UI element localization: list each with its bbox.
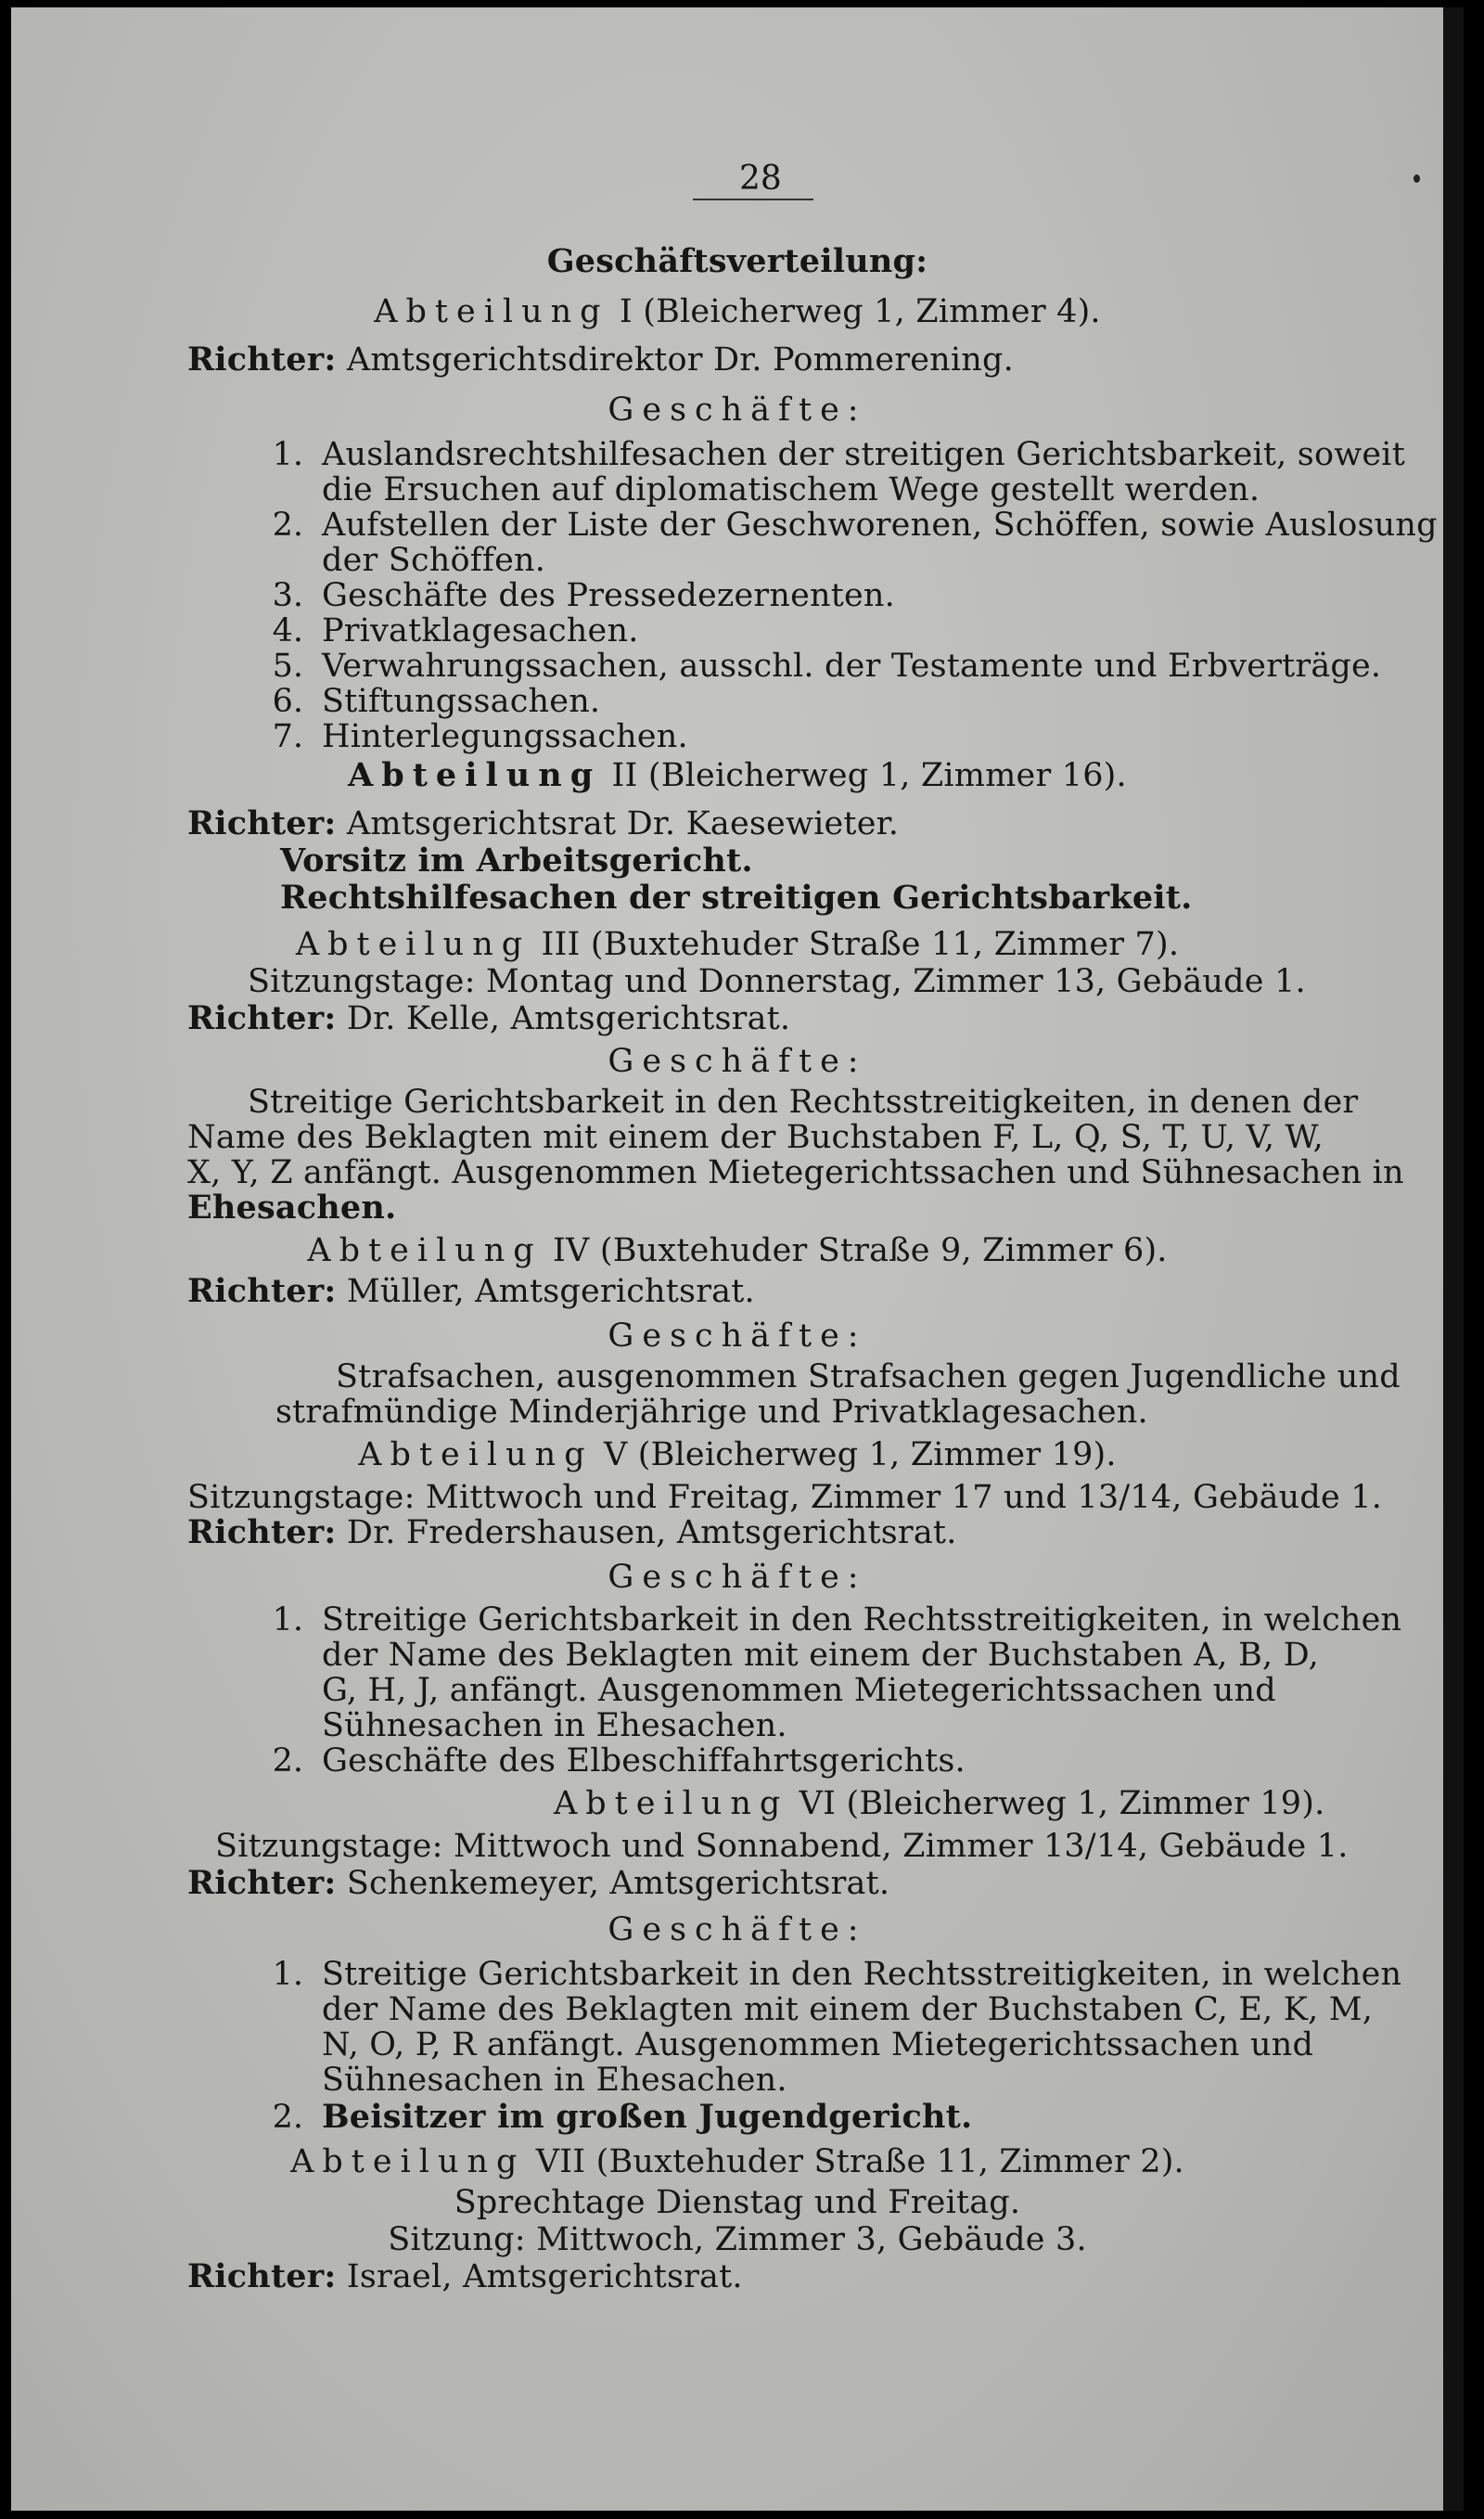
- item-line: Streitige Gerichtsbarkeit in den Rechtsstreitigkeiten, in welchen: [322, 1956, 1402, 1993]
- line-text: Amtsgerichtsrat Dr. Kaesewieter.: [346, 805, 900, 842]
- item-number: 2.: [272, 507, 303, 544]
- section-title-rest: V (Bleicherweg 1, Zimmer 19).: [603, 1436, 1117, 1473]
- consultation-line: Sprechtage Dienstag und Freitag.: [454, 2184, 1021, 2221]
- section-title-rest: III (Buxtehuder Straße 11, Zimmer 7).: [541, 926, 1180, 963]
- line-label: Sitzungstage:: [187, 1479, 416, 1516]
- paragraph-line: Strafsachen, ausgenommen Strafsachen gegen Jugendliche und: [336, 1358, 1401, 1395]
- section-title-word: Abteilung: [348, 756, 602, 794]
- judge-line: [187, 1514, 957, 1551]
- session-line: [215, 1828, 1349, 1865]
- section-title-word: Abteilung: [554, 1785, 789, 1822]
- judge-line: [187, 2258, 743, 2295]
- item-line: der Name des Beklagten mit einem der Buchstaben C, E, K, M,: [322, 1991, 1374, 2028]
- item-line: Sühnesachen in Ehesachen.: [322, 1707, 787, 1744]
- line-label: Richter:: [187, 804, 337, 842]
- section-title: [11, 926, 1464, 963]
- item-number: 1.: [272, 1601, 303, 1639]
- item-line: Beisitzer im großen Jugendgericht.: [322, 2098, 973, 2136]
- geschaefte-heading: Geschäfte:: [608, 1043, 867, 1080]
- line-text: Montag und Donnerstag, Zimmer 13, Gebäude 1.: [485, 963, 1306, 1000]
- line-label: Sitzungstage:: [248, 963, 476, 1000]
- line-text: Müller, Amtsgerichtsrat.: [346, 1273, 755, 1310]
- line-label: Richter:: [187, 1864, 337, 1902]
- geschaefte-heading: Geschäfte:: [608, 1911, 867, 1948]
- line-text: Israel, Amtsgerichtsrat.: [346, 2258, 743, 2295]
- item-number: 7.: [272, 718, 303, 755]
- geschaefte-heading: Geschäfte:: [608, 1317, 867, 1355]
- paragraph-line: Streitige Gerichtsbarkeit in den Rechtsstreitigkeiten, in denen der: [248, 1084, 1359, 1121]
- line-text: Mittwoch und Sonnabend, Zimmer 13/14, Gebäude 1.: [453, 1828, 1349, 1865]
- paragraph-line: Ehesachen.: [187, 1189, 397, 1227]
- item-line: N, O, P, R anfängt. Ausgenommen Mietegerichtssachen und: [322, 2026, 1314, 2063]
- section-title-rest: VI (Bleicherweg 1, Zimmer 19).: [799, 1785, 1325, 1822]
- item-line: Geschäfte des Elbeschiffahrtsgerichts.: [322, 1742, 966, 1780]
- session-line: [187, 1479, 1382, 1516]
- section-title-word: Abteilung: [307, 1232, 543, 1269]
- document-page: [11, 7, 1464, 2511]
- section-title-word: Abteilung: [290, 2143, 526, 2180]
- item-line: Stiftungssachen.: [322, 683, 601, 720]
- section-title: [11, 2143, 1464, 2180]
- line-text: Dr. Fredershausen, Amtsgerichtsrat.: [346, 1514, 957, 1551]
- item-line: Privatklagesachen.: [322, 612, 639, 649]
- item-number: 1.: [272, 436, 303, 473]
- item-line: der Schöffen.: [322, 542, 546, 579]
- item-number: 6.: [272, 683, 303, 720]
- geschaefte-heading: Geschäfte:: [608, 392, 867, 429]
- line-text: Schenkemeyer, Amtsgerichtsrat.: [346, 1865, 890, 1902]
- ink-speck: [1414, 174, 1420, 183]
- section-title: [554, 1785, 1324, 1822]
- item-line: Streitige Gerichtsbarkeit in den Rechtsstreitigkeiten, in welchen: [322, 1601, 1402, 1639]
- section-title-rest: VII (Buxtehuder Straße 11, Zimmer 2).: [535, 2143, 1184, 2180]
- item-line: Hinterlegungssachen.: [322, 718, 688, 755]
- session-line: Sitzung: Mittwoch, Zimmer 3, Gebäude 3.: [388, 2221, 1087, 2258]
- session-line: [248, 963, 1306, 1000]
- section-title-rest: IV (Buxtehuder Straße 9, Zimmer 6).: [553, 1232, 1168, 1269]
- item-line: der Name des Beklagten mit einem der Buchstaben A, B, D,: [322, 1637, 1319, 1674]
- judge-line: [187, 1865, 889, 1902]
- section-title-word: Abteilung: [358, 1436, 594, 1473]
- item-line: G, H, J, anfängt. Ausgenommen Mietegerichtssachen und: [322, 1672, 1276, 1709]
- item-line: Auslandsrechtshilfesachen der streitigen Gerichtsbarkeit, soweit: [322, 436, 1405, 473]
- item-line: Geschäfte des Pressedezernenten.: [322, 577, 895, 614]
- paragraph-line: strafmündige Minderjährige und Privatklagesachen.: [275, 1394, 1148, 1431]
- section-title-word: Abteilung: [374, 293, 609, 330]
- section-title-word: Abteilung: [295, 926, 531, 963]
- item-number: 2.: [272, 1742, 303, 1780]
- item-line: Aufstellen der Liste der Geschworenen, Schöffen, sowie Auslosung: [322, 507, 1438, 544]
- page-number-rule: [693, 199, 813, 200]
- section-title: [11, 1232, 1464, 1269]
- line-text: Amtsgerichtsdirektor Dr. Pommerening.: [346, 341, 1014, 379]
- line-label: Richter:: [187, 341, 337, 379]
- item-number: 1.: [272, 1956, 303, 1993]
- section-title-rest: I (Bleicherweg 1, Zimmer 4).: [619, 293, 1101, 330]
- judge-line: [187, 1000, 790, 1037]
- line-label: Richter:: [187, 999, 337, 1037]
- line-text: Dr. Kelle, Amtsgerichtsrat.: [346, 1000, 791, 1037]
- section-title-rest: II (Bleicherweg 1, Zimmer 16).: [611, 757, 1127, 794]
- judge-line: [187, 805, 899, 842]
- line-label: Richter:: [187, 2257, 337, 2295]
- judge-line: [187, 341, 1014, 379]
- document-heading: Geschäftsverteilung:: [546, 242, 928, 280]
- item-number: 2.: [272, 2099, 303, 2136]
- line-text: Mittwoch und Freitag, Zimmer 17 und 13/14, Gebäude 1.: [425, 1479, 1383, 1516]
- item-number: 4.: [272, 612, 303, 649]
- duty-line: Rechtshilfesachen der streitigen Gerichtsbarkeit.: [280, 879, 1193, 917]
- section-title: [11, 757, 1464, 794]
- paragraph-line: X, Y, Z anfängt. Ausgenommen Mietegerichtssachen und Sühnesachen in: [187, 1154, 1404, 1191]
- section-title: [11, 1436, 1464, 1473]
- section-title: [11, 293, 1464, 330]
- line-label: Sitzungstage:: [215, 1828, 443, 1865]
- duty-line: Vorsitz im Arbeitsgericht.: [280, 842, 753, 880]
- item-line: Verwahrungssachen, ausschl. der Testamente und Erbverträge.: [322, 648, 1382, 685]
- paragraph-line: Name des Beklagten mit einem der Buchstaben F, L, Q, S, T, U, V, W,: [187, 1119, 1324, 1156]
- geschaefte-heading: Geschäfte:: [608, 1559, 867, 1596]
- item-line: Sühnesachen in Ehesachen.: [322, 2062, 787, 2099]
- item-number: 3.: [272, 577, 303, 614]
- line-label: Richter:: [187, 1272, 337, 1310]
- item-line: die Ersuchen auf diplomatischem Wege gestellt werden.: [322, 471, 1260, 508]
- page-number: 28: [739, 160, 782, 198]
- item-number: 5.: [272, 648, 303, 685]
- judge-line: [187, 1273, 755, 1310]
- line-label: Richter:: [187, 1513, 337, 1551]
